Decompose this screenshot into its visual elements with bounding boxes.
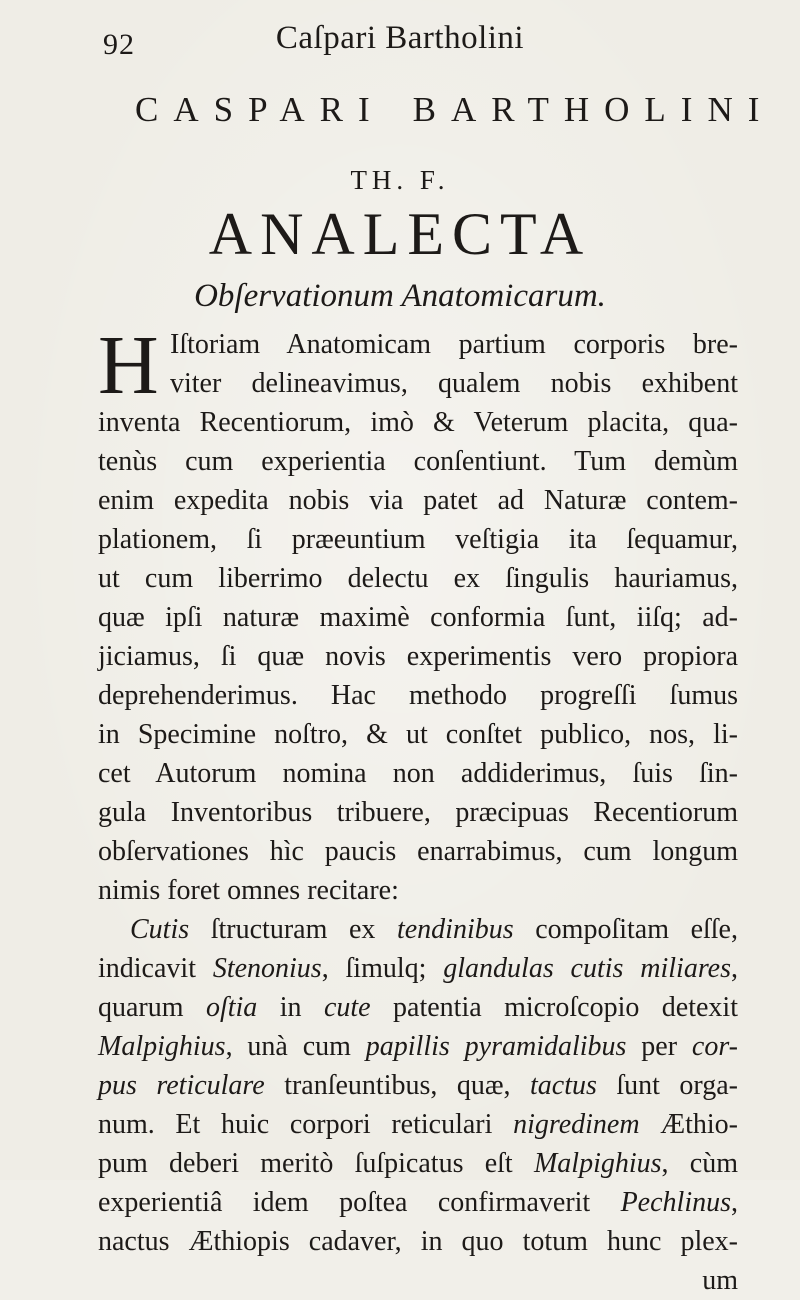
text-segment: deprehenderimus. Hac methodo progreſſi ſumus: [98, 680, 738, 711]
text-line: [98, 910, 738, 949]
text-line: [98, 325, 738, 364]
text-segment: experientiâ idem poſtea confirmaverit: [98, 1187, 621, 1218]
text-segment: ,: [731, 953, 738, 984]
subtitle: Obſervationum Anatomicarum.: [194, 278, 606, 314]
text-line: [98, 1066, 738, 1105]
text-line: [98, 949, 738, 988]
text-line: [98, 1183, 738, 1222]
page-number: 92: [103, 28, 135, 61]
body-text: [98, 319, 739, 1300]
italic-term: Malpighius: [98, 1031, 226, 1062]
text-segment: in Specimine noſtro, & ut conſtet publico, nos, li-: [98, 719, 738, 750]
main-title: ANALECTA: [208, 201, 592, 267]
text-segment: viter delineavimus, qualem nobis exhibent: [170, 368, 738, 399]
text-segment: ſunt orga-: [596, 1070, 739, 1101]
text-segment: obſervationes hìc paucis enarrabimus, cum longum: [98, 836, 738, 867]
text-line: [98, 988, 738, 1027]
text-line: [98, 793, 738, 832]
text-line: [98, 1105, 738, 1144]
italic-term: oſtia: [205, 992, 258, 1023]
text-segment: patentia microſcopio detexit: [370, 992, 738, 1023]
text-segment: nimis foret omnes recitare:: [98, 875, 399, 906]
italic-term: glandulas cutis miliares: [443, 953, 731, 984]
drop-cap: H: [98, 319, 159, 412]
text-line: [98, 676, 738, 715]
italic-term: papillis pyramidalibus: [365, 1031, 627, 1062]
italic-term: tactus: [530, 1070, 597, 1101]
text-segment: nactus Æthiopis cadaver, in quo totum hunc plex-: [98, 1226, 738, 1257]
italic-term: Stenonius: [212, 953, 322, 984]
text-line: [98, 1144, 738, 1183]
text-segment: in: [257, 992, 324, 1023]
text-line: [98, 754, 738, 793]
text-segment: compoſitam eſſe,: [513, 914, 738, 945]
text-segment: plationem, ſi præeuntium veſtigia ita ſequamur,: [98, 524, 738, 555]
text-segment: , unà cum: [225, 1031, 366, 1062]
text-line: [98, 598, 738, 637]
text-line: [98, 520, 738, 559]
text-segment: gula Inventoribus tribuere, præcipuas Recentiorum: [98, 797, 738, 828]
text-line: [98, 481, 738, 520]
text-segment: indicavit: [98, 953, 213, 984]
author-first-name: CASPARI: [135, 90, 385, 129]
text-line: [98, 1222, 738, 1261]
text-segment: pum deberi meritò ſuſpicatus eſt: [98, 1148, 534, 1179]
text-segment: Æthio-: [639, 1109, 738, 1140]
text-segment: ut cum liberrimo delectu ex ſingulis hauriamus,: [98, 563, 738, 594]
text-segment: ,: [731, 1187, 738, 1218]
running-title: Caſpari Bartholini: [275, 20, 525, 56]
italic-term: Malpighius: [533, 1148, 662, 1179]
italic-term: Pechlinus: [620, 1187, 731, 1218]
text-segment: ſtructuram ex: [189, 914, 397, 945]
text-segment: jiciamus, ſi quæ novis experimentis vero propiora: [98, 641, 738, 672]
author-last-name: BARTHOLINI: [412, 90, 775, 129]
italic-term: tendinibus: [396, 914, 514, 945]
italic-term: cute: [323, 992, 371, 1023]
text-line: [98, 403, 738, 442]
italic-term: pus reticulare: [98, 1070, 265, 1101]
text-line: [98, 1027, 738, 1066]
author-name: [135, 90, 775, 130]
italic-term: Cutis: [130, 914, 190, 945]
text-segment: um: [702, 1265, 738, 1296]
text-segment: tenùs cum experientia conſentiunt. Tum demùm: [98, 446, 738, 477]
filiation: TH. F.: [350, 165, 450, 195]
text-segment: , ſimulq;: [321, 953, 444, 984]
text-line: [98, 637, 738, 676]
text-segment: enim expedita nobis via patet ad Naturæ contem-: [98, 485, 738, 516]
text-segment: , cùm: [661, 1148, 738, 1179]
text-segment: cet Autorum nomina non addiderimus, ſuis ſin-: [98, 758, 738, 789]
text-line: [98, 715, 738, 754]
text-line: [98, 559, 738, 598]
text-line: [98, 442, 738, 481]
text-line: [98, 871, 738, 910]
text-line: [98, 364, 738, 403]
text-segment: per: [626, 1031, 692, 1062]
text-line: [98, 832, 738, 871]
catchword: [98, 1261, 738, 1300]
text-segment: num. Et huic corpori reticulari: [98, 1109, 514, 1140]
text-segment: quæ ipſi naturæ maximè conformia ſunt, iiſq; ad-: [98, 602, 738, 633]
text-segment: inventa Recentiorum, imò & Veterum placita, qua-: [98, 407, 738, 438]
italic-term: nigredinem: [513, 1109, 640, 1140]
italic-term: cor-: [691, 1031, 738, 1062]
text-segment: Iſtoriam Anatomicam partium corporis bre-: [170, 329, 738, 360]
text-segment: tranſeuntibus, quæ,: [264, 1070, 531, 1101]
text-segment: quarum: [98, 992, 206, 1023]
